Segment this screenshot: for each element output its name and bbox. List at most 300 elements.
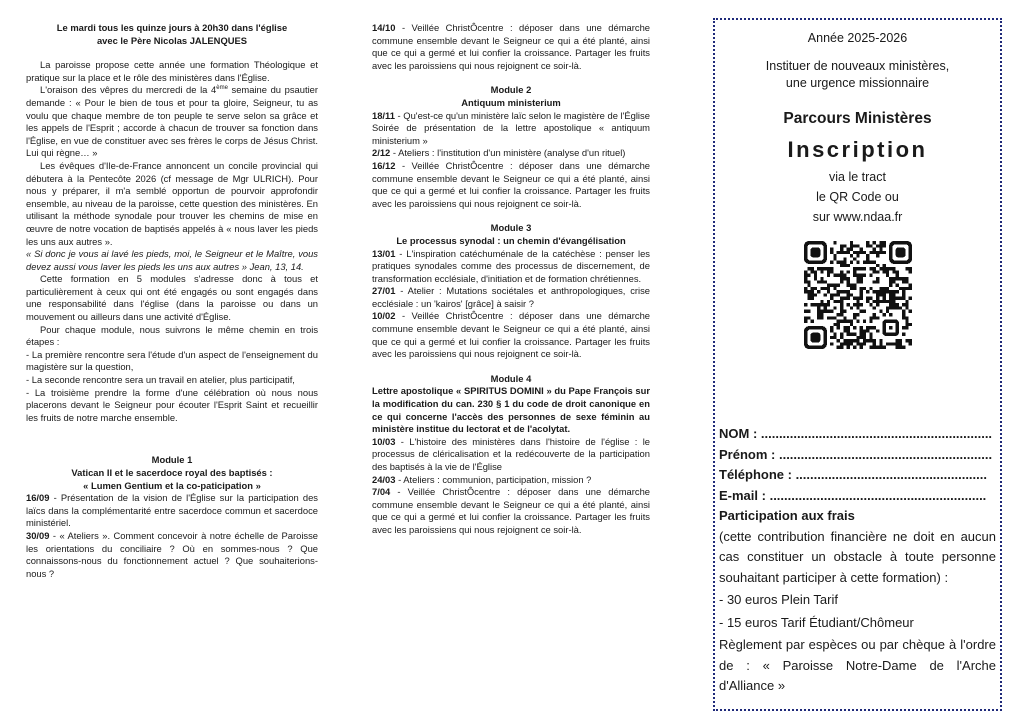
qr-module <box>826 303 829 306</box>
qr-module <box>879 248 882 251</box>
qr-module <box>840 342 843 345</box>
qr-module <box>846 346 849 349</box>
qr-module <box>866 261 869 264</box>
qr-module <box>820 310 823 313</box>
qr-module <box>859 287 862 290</box>
qr-module <box>846 270 849 273</box>
qr-module <box>905 277 908 280</box>
qr-module <box>853 284 856 287</box>
event-entry: 30/09 - « Ateliers ». Comment concevoir à notre échelle de Paroisse les orientations du conciliaire ? Où en sommes-nous ? Que connaissons-nous du fonctionnement actuel ? Que souhaiterions-nous ? <box>26 529 318 579</box>
qr-module <box>833 257 836 260</box>
qr-module <box>810 303 813 306</box>
qr-module <box>843 244 846 247</box>
qr-module <box>882 297 885 300</box>
qr-module <box>836 293 839 296</box>
qr-module <box>856 261 859 264</box>
qr-module <box>823 303 826 306</box>
qr-module <box>813 287 816 290</box>
qr-module <box>853 267 856 270</box>
qr-module <box>843 339 846 342</box>
qr-module <box>840 261 843 264</box>
qr-module <box>836 251 839 254</box>
qr-module <box>879 293 882 296</box>
qr-module <box>807 274 810 277</box>
qr-module <box>856 251 859 254</box>
qr-module <box>820 300 823 303</box>
qr-module <box>849 333 852 336</box>
qr-module <box>872 251 875 254</box>
qr-module <box>833 306 836 309</box>
tagline-line-2: une urgence missionnaire <box>785 76 930 90</box>
qr-module <box>843 326 846 329</box>
qr-module <box>830 284 833 287</box>
qr-module <box>869 326 872 329</box>
qr-module <box>853 270 856 273</box>
qr-module <box>872 280 875 283</box>
qr-module <box>908 270 911 273</box>
qr-module <box>889 277 892 280</box>
qr-module <box>856 280 859 283</box>
qr-module <box>889 297 892 300</box>
qr-module <box>804 310 807 313</box>
tarif-reduced: - 15 euros Tarif Étudiant/Chômeur <box>719 614 914 630</box>
qr-module <box>859 336 862 339</box>
qr-module <box>859 293 862 296</box>
qr-module <box>862 329 865 332</box>
gospel-quote: « Si donc je vous ai lavé les pieds, moi, le Seigneur et le Maître, vous devez aussi vous laver les pieds les uns aux autres » Jean, 13, 14. <box>26 248 318 272</box>
qr-module <box>902 287 905 290</box>
qr-module <box>836 300 839 303</box>
qr-module <box>902 310 905 313</box>
qr-module <box>843 342 846 345</box>
module-2-title: Module 2 <box>490 84 532 96</box>
qr-module <box>905 339 908 342</box>
qr-module <box>876 254 879 257</box>
qr-module <box>804 316 807 319</box>
qr-module <box>862 287 865 290</box>
qr-module <box>872 248 875 251</box>
qr-module <box>830 316 833 319</box>
qr-module <box>856 300 859 303</box>
contribution-note: (cette contribution financière ne doit en aucun cas constituer un obstacle à toute personne souhaitant participer à cette formation) : <box>719 528 996 585</box>
qr-module <box>905 326 908 329</box>
qr-module <box>859 310 862 313</box>
qr-module <box>817 313 820 316</box>
qr-module <box>859 280 862 283</box>
year-label: Année 2025-2026 <box>807 31 908 45</box>
qr-module <box>804 280 807 283</box>
qr-module <box>869 267 872 270</box>
qr-module <box>823 310 826 313</box>
qr-module <box>833 333 836 336</box>
qr-module <box>895 306 898 309</box>
qr-module <box>849 339 852 342</box>
qr-module <box>817 316 820 319</box>
qr-module <box>905 323 908 326</box>
qr-module <box>846 251 849 254</box>
qr-module <box>826 270 829 273</box>
header-line-1: Le mardi tous les quinze jours à 20h30 dans l'église <box>56 22 288 33</box>
event-extra: Soirée de présentation de la lettre apostolique « antiquum ministerium » <box>372 122 650 146</box>
qr-module <box>862 342 865 345</box>
qr-module <box>807 297 810 300</box>
qr-module <box>859 297 862 300</box>
qr-module <box>830 326 833 329</box>
qr-module <box>905 267 908 270</box>
qr-module <box>804 303 807 306</box>
module-1-subtitle-2: « Lumen Gentium et la co-paticipation » <box>83 479 261 491</box>
qr-module <box>856 244 859 247</box>
qr-module <box>817 290 820 293</box>
event-entry: 14/10 - Veillée ChristÔcentre : déposer dans une démarche commune ensemble devant le Seigneur ce qui a été planté, ainsi que ce qui a germé et lui confier la croissance. Partager les fruits avec les paroissiens qui nous rejoignent ce soir-là. <box>372 22 650 71</box>
intro-paragraph: La paroisse propose cette année une formation Théologique et pratique sur la place et le rôle des ministères dans l'Église. <box>26 59 318 83</box>
qr-module <box>872 346 875 349</box>
qr-module <box>872 326 875 329</box>
qr-module <box>869 339 872 342</box>
qr-module <box>869 244 872 247</box>
qr-module <box>820 280 823 283</box>
qr-module <box>807 316 810 319</box>
qr-module <box>908 267 911 270</box>
qr-module <box>869 346 872 349</box>
event-entry: 18/11 - Qu'est-ce qu'un ministère laïc selon le magistère de l'Église <box>372 109 650 121</box>
qr-module <box>882 293 885 296</box>
qr-module <box>840 346 843 349</box>
qr-module <box>804 320 807 323</box>
qr-module <box>849 320 852 323</box>
column-left <box>26 22 318 580</box>
qr-module <box>876 346 879 349</box>
qr-module <box>902 316 905 319</box>
qr-module <box>866 241 869 244</box>
qr-module <box>902 277 905 280</box>
qr-module <box>826 290 829 293</box>
qr-module <box>882 287 885 290</box>
qr-module <box>846 280 849 283</box>
qr-module <box>843 277 846 280</box>
qr-module <box>856 320 859 323</box>
qr-module <box>879 346 882 349</box>
qr-module <box>853 274 856 277</box>
qr-module <box>843 251 846 254</box>
qr-module <box>836 339 839 342</box>
header-line-2: avec le Père Nicolas JALENQUES <box>96 34 248 46</box>
qr-module <box>843 329 846 332</box>
qr-module <box>840 333 843 336</box>
qr-module <box>836 290 839 293</box>
qr-module <box>830 261 833 264</box>
qr-module <box>862 261 865 264</box>
qr-module <box>869 251 872 254</box>
qr-module <box>826 267 829 270</box>
qr-module <box>892 267 895 270</box>
qr-module <box>807 284 810 287</box>
qr-module <box>892 306 895 309</box>
qr-module <box>862 251 865 254</box>
qr-module <box>840 297 843 300</box>
qr-module <box>879 342 882 345</box>
qr-module <box>898 287 901 290</box>
qr-module <box>902 313 905 316</box>
qr-module <box>869 333 872 336</box>
qr-module <box>895 290 898 293</box>
participation-heading: Participation aux frais <box>719 508 855 523</box>
phone-field[interactable]: Téléphone : ..................................................... <box>719 467 987 482</box>
qr-module <box>889 300 892 303</box>
qr-module <box>879 287 882 290</box>
qr-module <box>902 290 905 293</box>
qr-module <box>810 290 813 293</box>
qr-module <box>908 339 911 342</box>
qr-module <box>879 241 882 244</box>
module-2-subtitle: Antiquum ministerium <box>461 96 561 108</box>
qr-module <box>859 290 862 293</box>
qr-module <box>859 333 862 336</box>
qr-module <box>817 267 820 270</box>
qr-module <box>840 248 843 251</box>
qr-module <box>862 333 865 336</box>
qr-module <box>846 277 849 280</box>
qr-module <box>895 274 898 277</box>
module-4-title: Module 4 <box>490 372 532 384</box>
qr-module <box>885 270 888 273</box>
qr-module <box>882 264 885 267</box>
qr-module <box>840 336 843 339</box>
qr-module <box>885 306 888 309</box>
qr-module <box>807 280 810 283</box>
qr-module <box>889 280 892 283</box>
qr-module <box>876 329 879 332</box>
qr-module <box>866 297 869 300</box>
qr-module <box>810 320 813 323</box>
qr-module <box>882 241 885 244</box>
qr-module <box>882 346 885 349</box>
qr-module <box>869 274 872 277</box>
qr-module <box>902 293 905 296</box>
qr-module <box>905 300 908 303</box>
website-line[interactable]: sur www.ndaa.fr <box>812 210 903 224</box>
qr-module <box>866 329 869 332</box>
qr-module <box>840 310 843 313</box>
qr-module <box>807 267 810 270</box>
via-line-1: via le tract <box>829 170 886 184</box>
qr-module <box>872 339 875 342</box>
qr-module <box>804 290 807 293</box>
qr-module <box>843 257 846 260</box>
qr-module <box>902 326 905 329</box>
qr-module <box>882 267 885 270</box>
qr-module <box>823 287 826 290</box>
qr-module <box>882 300 885 303</box>
qr-module <box>840 244 843 247</box>
qr-module <box>807 310 810 313</box>
qr-module <box>846 329 849 332</box>
qr-module <box>885 342 888 345</box>
firstname-field[interactable]: Prénom : ........................................................... <box>719 446 993 462</box>
qr-module <box>830 329 833 332</box>
qr-module <box>833 287 836 290</box>
qr-module <box>905 287 908 290</box>
qr-module <box>849 306 852 309</box>
qr-module <box>902 346 905 349</box>
qr-module <box>830 297 833 300</box>
qr-module <box>869 303 872 306</box>
qr-module <box>895 303 898 306</box>
steps-intro: Pour chaque module, nous suivrons le même chemin en trois étapes : <box>26 323 318 348</box>
qr-module <box>885 300 888 303</box>
qr-module <box>813 270 816 273</box>
qr-module <box>856 267 859 270</box>
module-3-subtitle: Le processus synodal : un chemin d'évangélisation <box>396 234 626 246</box>
qr-module <box>846 342 849 345</box>
qr-module <box>833 254 836 257</box>
qr-module <box>902 303 905 306</box>
event-entry: 27/01 - Atelier : Mutations sociétales et anthropologiques, crise ecclésiale : un 'kairos' [grâce] à saisir ? <box>372 285 650 309</box>
qr-module <box>882 313 885 316</box>
qr-module <box>872 300 875 303</box>
qr-module <box>908 287 911 290</box>
qr-module <box>889 303 892 306</box>
qr-module <box>862 336 865 339</box>
qr-module <box>813 303 816 306</box>
qr-module <box>853 287 856 290</box>
qr-module <box>902 280 905 283</box>
qr-module <box>879 251 882 254</box>
qr-module <box>813 274 816 277</box>
email-field[interactable]: E-mail : ............................................................ <box>719 487 987 503</box>
qr-module <box>840 313 843 316</box>
qr-module <box>843 320 846 323</box>
qr-module <box>853 316 856 319</box>
qr-module <box>853 339 856 342</box>
qr-module <box>833 274 836 277</box>
qr-module <box>849 248 852 251</box>
qr-module <box>892 297 895 300</box>
qr-module <box>892 280 895 283</box>
qr-module <box>820 277 823 280</box>
qr-module <box>817 280 820 283</box>
event-entry: 2/12 - Ateliers : l'institution d'un ministère (analyse d'un rituel) <box>372 147 626 159</box>
qr-module <box>840 306 843 309</box>
qr-module <box>905 316 908 319</box>
qr-module <box>866 290 869 293</box>
qr-module <box>836 323 839 326</box>
qr-module <box>872 261 875 264</box>
qr-module <box>895 342 898 345</box>
qr-module <box>833 300 836 303</box>
qr-module <box>862 310 865 313</box>
qr-module <box>846 284 849 287</box>
qr-module <box>908 284 911 287</box>
qr-module <box>898 346 901 349</box>
qr-module <box>820 313 823 316</box>
qr-module <box>820 287 823 290</box>
qr-module <box>846 339 849 342</box>
qr-module <box>895 284 898 287</box>
qr-module <box>876 280 879 283</box>
qr-module <box>895 346 898 349</box>
qr-module <box>872 316 875 319</box>
qr-module <box>892 300 895 303</box>
qr-module <box>843 261 846 264</box>
qr-module <box>856 297 859 300</box>
qr-module <box>869 287 872 290</box>
qr-module <box>846 333 849 336</box>
qr-module <box>853 303 856 306</box>
qr-module <box>908 297 911 300</box>
qr-module <box>885 290 888 293</box>
qr-module <box>810 297 813 300</box>
qr-module <box>892 303 895 306</box>
qr-module <box>804 274 807 277</box>
qr-module <box>826 316 829 319</box>
qr-module <box>869 320 872 323</box>
qr-module <box>817 303 820 306</box>
qr-module <box>856 336 859 339</box>
qr-module <box>836 261 839 264</box>
qr-module <box>892 293 895 296</box>
qr-module <box>905 280 908 283</box>
qr-module <box>807 293 810 296</box>
qr-module <box>876 300 879 303</box>
qr-module <box>840 251 843 254</box>
qr-module <box>843 264 846 267</box>
qr-module <box>810 287 813 290</box>
concile-paragraph: Les évêques d'Ile-de-France annoncent un concile provincial qui débutera à la Pentecôte 2026 (cf message de Mgr ULRICH). Pour nous y préparer, il m'a semblé opportun de pourvoir approfondir ensemble, au niveau de la paroisse, cette question des ministères. En utilisant la méthode synodale pour trouver les chemins de mise en œuvre de notre vocation de baptisés appelés à « nous laver les pieds les uns aux autres ». <box>26 159 318 247</box>
payment-note: Règlement par espèces ou par chèque à l'ordre de : « Paroisse Notre-Dame de l'Arche d'Alliance » <box>719 637 996 693</box>
qr-module <box>849 287 852 290</box>
qr-module <box>804 277 807 280</box>
qr-code[interactable] <box>804 241 912 349</box>
via-line-2: le QR Code ou <box>816 190 899 204</box>
qr-module <box>826 300 829 303</box>
qr-module <box>872 313 875 316</box>
qr-module <box>840 290 843 293</box>
event-entry: 13/01 - L'inspiration catéchuménale de la catéchèse : penser les pratiques synodales comme des processus de discernement, de transformation ecclésiale, d'initiation et de formation chrétiennes. <box>372 247 650 284</box>
qr-module <box>830 310 833 313</box>
qr-module <box>876 277 879 280</box>
qr-module <box>826 310 829 313</box>
step-2: - La seconde rencontre sera un travail en atelier, plus participatif, <box>26 374 295 386</box>
oraison-paragraph: L'oraison des vêpres du mercredi de la 4ème semaine du psautier demande : « Pour le bien de tous et pour ta gloire, Seigneur, tu as voulu que chaque membre de ton peuple te serve selon sa grâce et les appels de l'Esprit ; accorde à chacun de trouver sa fonction dans l'Église, en vue de constituer avec ses frères le corps de Jésus Christ. Lui qui règne… » <box>26 84 319 159</box>
qr-module <box>830 336 833 339</box>
tarif-full: - 30 euros Plein Tarif <box>719 592 838 607</box>
name-field[interactable]: NOM : ................................................................ <box>719 426 993 441</box>
qr-module <box>876 297 879 300</box>
qr-module <box>859 329 862 332</box>
qr-module <box>846 326 849 329</box>
step-3: - La troisième prendre la forme d'une célébration où nous nous placerons devant le Seigneur pour écouter l'Esprit Saint et recueillir les fruits de notre marche ensemble. <box>26 386 318 423</box>
qr-module <box>830 270 833 273</box>
qr-module <box>840 303 843 306</box>
qr-module <box>846 297 849 300</box>
event-entry: 7/04 - Veillée ChristÔcentre : déposer dans une démarche commune ensemble devant le Seigneur ce qui a été planté, ainsi que ce qui a germé et lui confier la croissance. Partager les fruits avec les paroissiens qui nous rejoignent ce soir-là. <box>372 486 650 535</box>
qr-module <box>866 254 869 257</box>
event-entry: 16/09 - Présentation de la vision de l'Église sur la participation des laïcs dans la complémentarité entre sacerdoce commun et sacerdoce ministériel. <box>26 492 318 529</box>
event-entry: 24/03 - Ateliers : communion, participation, mission ? <box>372 473 592 485</box>
qr-module <box>810 293 813 296</box>
qr-module <box>853 326 856 329</box>
qr-module <box>826 274 829 277</box>
qr-module <box>859 303 862 306</box>
qr-module <box>840 280 843 283</box>
qr-module <box>876 293 879 296</box>
qr-module <box>898 339 901 342</box>
qr-module <box>813 277 816 280</box>
qr-module <box>876 290 879 293</box>
qr-module <box>836 284 839 287</box>
qr-module <box>840 300 843 303</box>
